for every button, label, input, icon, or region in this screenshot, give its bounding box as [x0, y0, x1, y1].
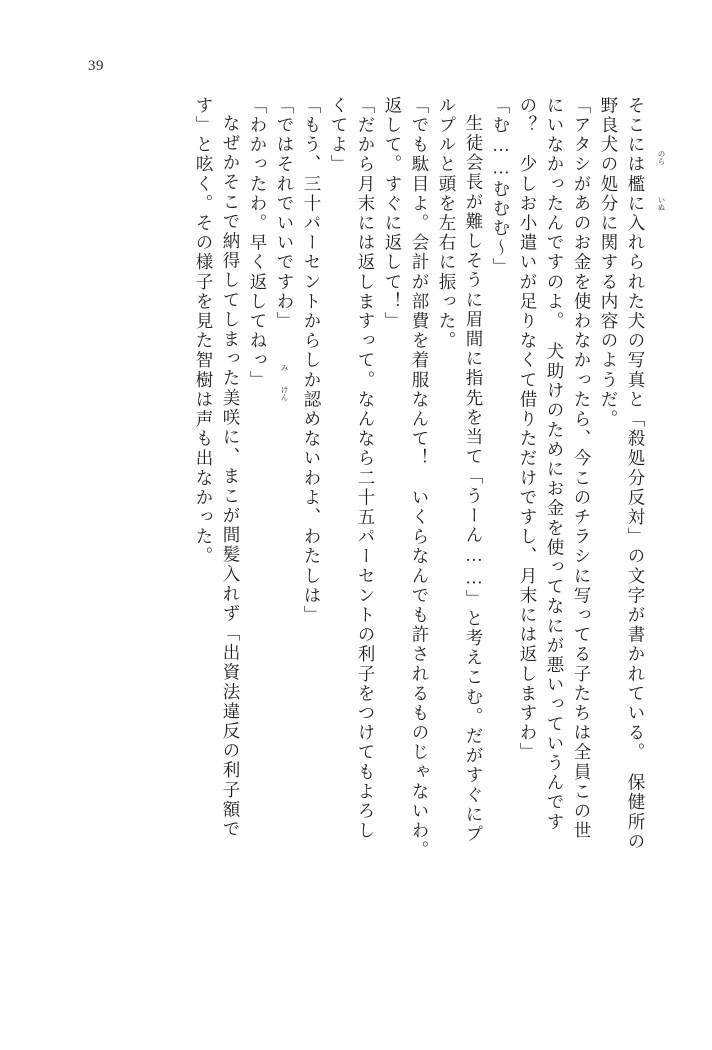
- text-line: そこには檻に入れられた犬の写真と「殺処分反対」の文字が書かれている。 保健所の: [626, 96, 646, 852]
- text-line: くてよ」: [329, 96, 349, 175]
- vertical-text-body: [44, 96, 644, 976]
- text-line: 「アタシがあのお金を使わなかったら、今このチラシに写ってる子たちは全員この世: [572, 96, 592, 841]
- page-number: 39: [88, 58, 104, 74]
- text-line: ルプルと頭を左右に振った。: [437, 96, 457, 351]
- text-line: 返して。すぐに返して！」: [383, 96, 403, 332]
- text-line: す」と呟く。その様子を見た智樹は声も出なかった。: [194, 96, 214, 567]
- ruby-annotation: み: [280, 364, 289, 372]
- text-line: の？ 少しお小遣いが足りなくて借りただけですし、月末には返しますわ」: [518, 96, 538, 763]
- text-line: 「でも駄目よ。会計が部費を着服なんて！ いくらなんでも許されるものじゃないわ。: [410, 96, 430, 861]
- ruby-annotation: のら: [657, 150, 666, 165]
- text-line: 「わかったわ。早く返してねっ」: [248, 96, 268, 390]
- text-line: にいなかったんですのよ。 犬助けのためにお金を使ってなにが悪いっていうんです: [545, 96, 565, 833]
- text-line: 生徒会長が難しそうに眉間に指先を当て「うーん……」と考えこむ。だがすぐにプ: [464, 114, 484, 845]
- ruby-annotation: けん: [280, 386, 289, 401]
- text-line: 「ではそれでいいですわ」: [275, 96, 295, 332]
- text-line: 野良犬の処分に関する内容のようだ。: [599, 96, 619, 430]
- ruby-annotation: いぬ: [657, 196, 666, 211]
- text-line: 「だから月末には返しますって。なんなら二十五パーセントの利子をつけてもよろし: [356, 96, 376, 841]
- text-line: なぜかそこで納得してしまった美咲に、まこが間髪入れず「出資法違反の利子額で: [221, 114, 241, 840]
- text-line: 「む……むむむ〜」: [491, 96, 511, 278]
- text-line: 「もう、三十パーセントからしか認めないわよ、わたしは」: [302, 96, 322, 626]
